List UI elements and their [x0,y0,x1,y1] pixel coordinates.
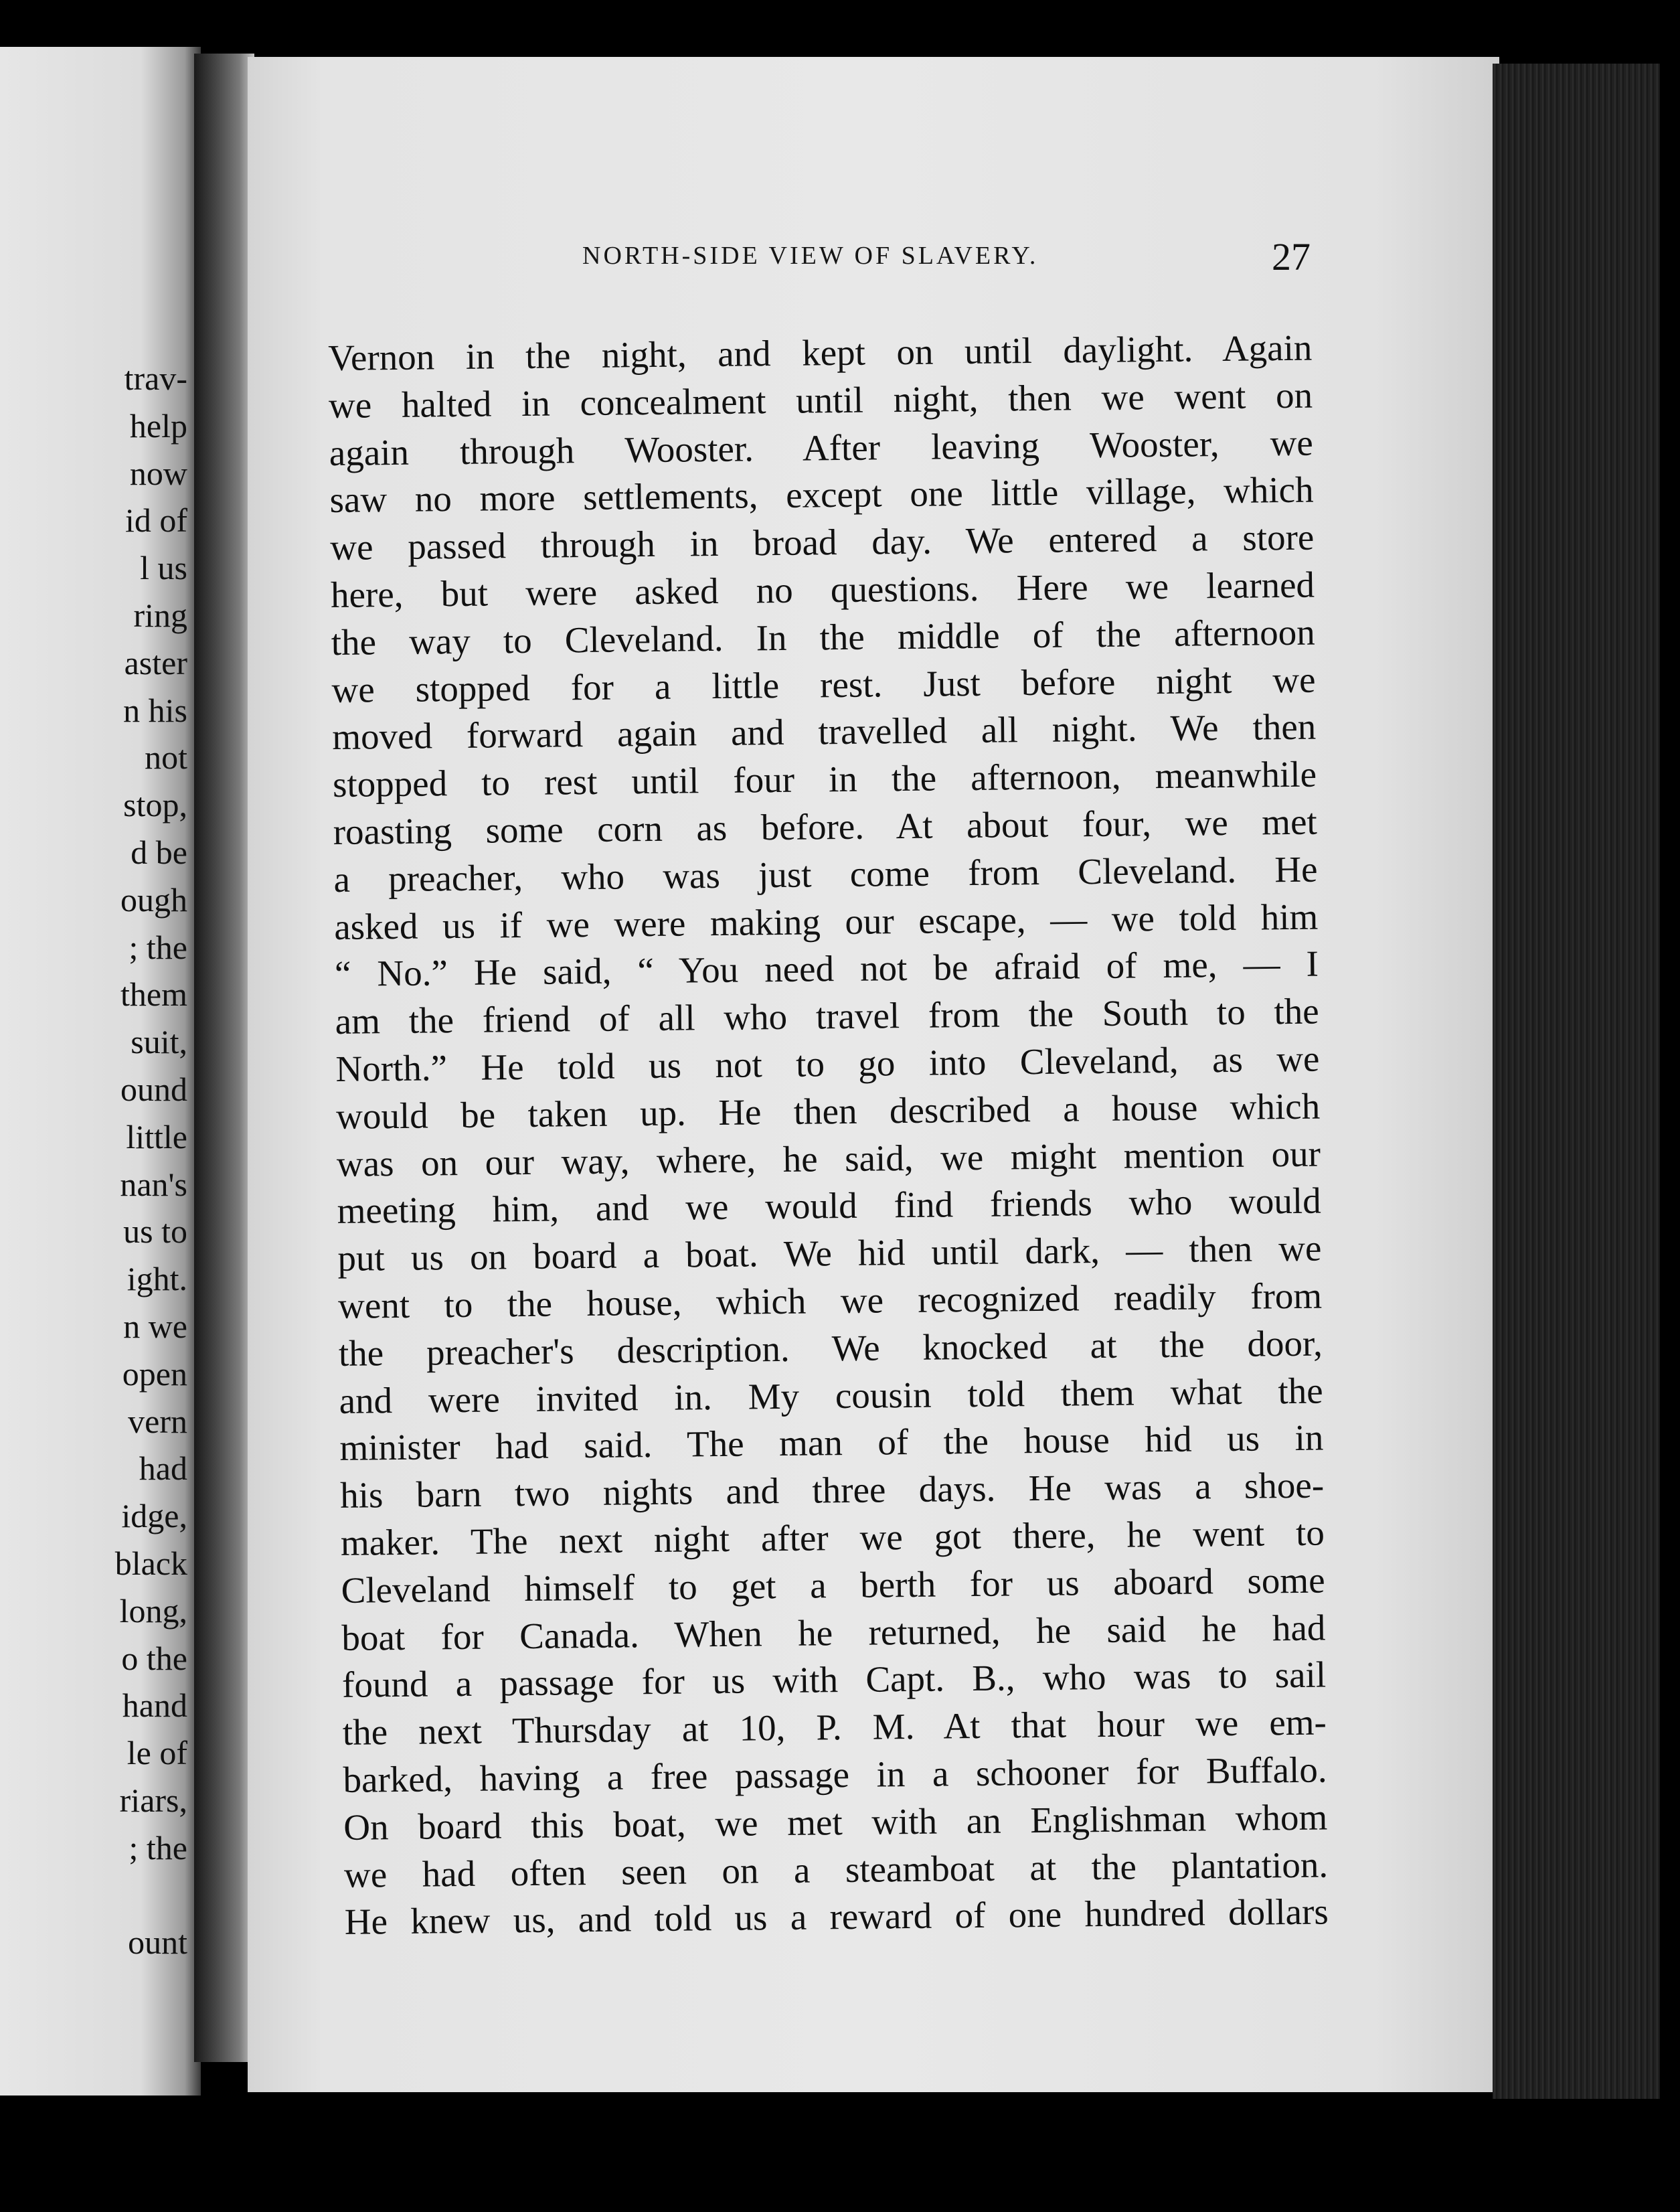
left-text-fragment: n his [123,691,187,729]
text-line: the preacher's description. We knocked at the door, [338,1322,1323,1374]
text-line: asked us if we were making our escape, — we told him [333,896,1319,947]
text-line: He knew us, and told us a reward of one hundred dollars [344,1891,1329,1943]
text-line: roasting some corn as before. At about four, we met [333,801,1318,852]
left-text-fragment: ring [133,596,187,634]
text-line: put us on board a boat. We hid until dark, — then we [337,1227,1322,1279]
left-text-fragment: had [139,1449,187,1488]
left-text-fragment: ound [120,1070,187,1108]
blank-line [0,1872,187,1919]
text-line: am the friend of all who travel from the South to the [335,990,1319,1042]
text-line: North.” He told us not to go into Cleveland, as we [335,1038,1320,1089]
text-line: we halted in concealment until night, then we went on [328,374,1313,426]
text-line: was on our way, where, he said, we might mention our [336,1133,1321,1184]
left-text-fragment: nan's [120,1165,187,1203]
body-text [328,325,1329,1946]
left-text-fragment: hand [122,1686,187,1725]
left-text-fragment: riars, [119,1781,187,1819]
left-text-fragment: trav- [124,360,187,397]
left-text-fragment: stop, [123,786,187,824]
text-line: maker. The next night after we got there, he went to [340,1512,1325,1563]
left-text-fragment: idge, [121,1497,187,1535]
text-line: On board this boat, we met with an Englishman whom [343,1796,1328,1848]
left-text-fragment: ; the [129,1828,187,1867]
left-text-fragment: them [120,975,187,1014]
left-text-fragment: id of [124,501,187,540]
text-line: “ No.” He said, “ You need not be afraid of me, — I [334,943,1319,995]
text-line: would be taken up. He then described a house which [335,1085,1321,1137]
left-text-fragment: vern [128,1402,187,1440]
left-text-fragment: us to [123,1212,187,1251]
book-gutter [194,54,254,2062]
text-line: we passed through in broad day. We entered a store [330,516,1315,568]
text-line: we had often seen on a steamboat at the plantation. [343,1843,1329,1895]
text-line: stopped to rest until four in the afternoon, meanwhile [332,753,1317,805]
left-text-fragment: le of [127,1734,187,1772]
text-line: and were invited in. My cousin told them what the [339,1370,1323,1421]
left-text-fragment: ; the [129,928,187,966]
left-text-fragment: ough [120,880,187,919]
left-facing-page [0,47,201,2096]
left-text-fragment: long, [119,1591,187,1630]
text-line: Vernon in the night, and kept on until daylight. Again [328,327,1313,378]
text-line: again through Wooster. After leaving Wooster, we [329,422,1314,473]
page-number: 27 [1272,235,1311,279]
left-text-fragment: aster [124,643,187,682]
text-line: his barn two nights and three days. He was a shoe- [339,1464,1325,1516]
text-line: went to the house, which we recognized readily from [337,1275,1323,1326]
text-line: meeting him, and we would find friends who would [337,1180,1321,1232]
text-line: Cleveland himself to get a berth for us aboard some [341,1559,1325,1611]
page-edge-stack [1493,64,1660,2099]
text-line: barked, having a free passage in a schooner for Buffalo. [343,1749,1327,1800]
left-text-fragment: o the [121,1639,187,1677]
text-line: we stopped for a little rest. Just before night we [331,659,1316,710]
left-text-fragment: n we [123,1307,187,1345]
left-text-fragment: now [129,454,187,492]
text-line: moved forward again and travelled all night. We then [331,706,1317,758]
left-text-fragment: black [114,1544,187,1582]
text-line: found a passage for us with Capt. B., who was to sail [341,1654,1327,1706]
left-text-fragment: ight. [127,1260,187,1298]
left-text-fragment: d be [131,833,187,871]
left-text-fragment: ount [128,1923,187,1962]
text-line: boat for Canada. When he returned, he said he had [341,1607,1326,1658]
left-text-fragment: little [126,1117,187,1156]
text-line: here, but were asked no questions. Here we learned [330,564,1315,615]
left-text-fragment: help [129,406,187,445]
text-line: minister had said. The man of the house hid us in [339,1417,1324,1469]
text-line: saw no more settlements, except one little village, which [329,469,1314,521]
text-line: the way to Cleveland. In the middle of the afternoon [331,611,1316,663]
left-text-fragment: open [122,1354,187,1393]
left-text-fragment: not [145,738,187,777]
running-head: NORTH-SIDE VIEW OF SLAVERY. [582,242,1039,270]
text-line: the next Thursday at 10, P. M. At that hour we em- [342,1701,1327,1753]
text-line: a preacher, who was just come from Cleveland. He [333,848,1318,900]
left-text-fragment: suit, [131,1023,187,1061]
left-page-text [0,355,187,1966]
left-text-fragment: l us [140,549,187,587]
